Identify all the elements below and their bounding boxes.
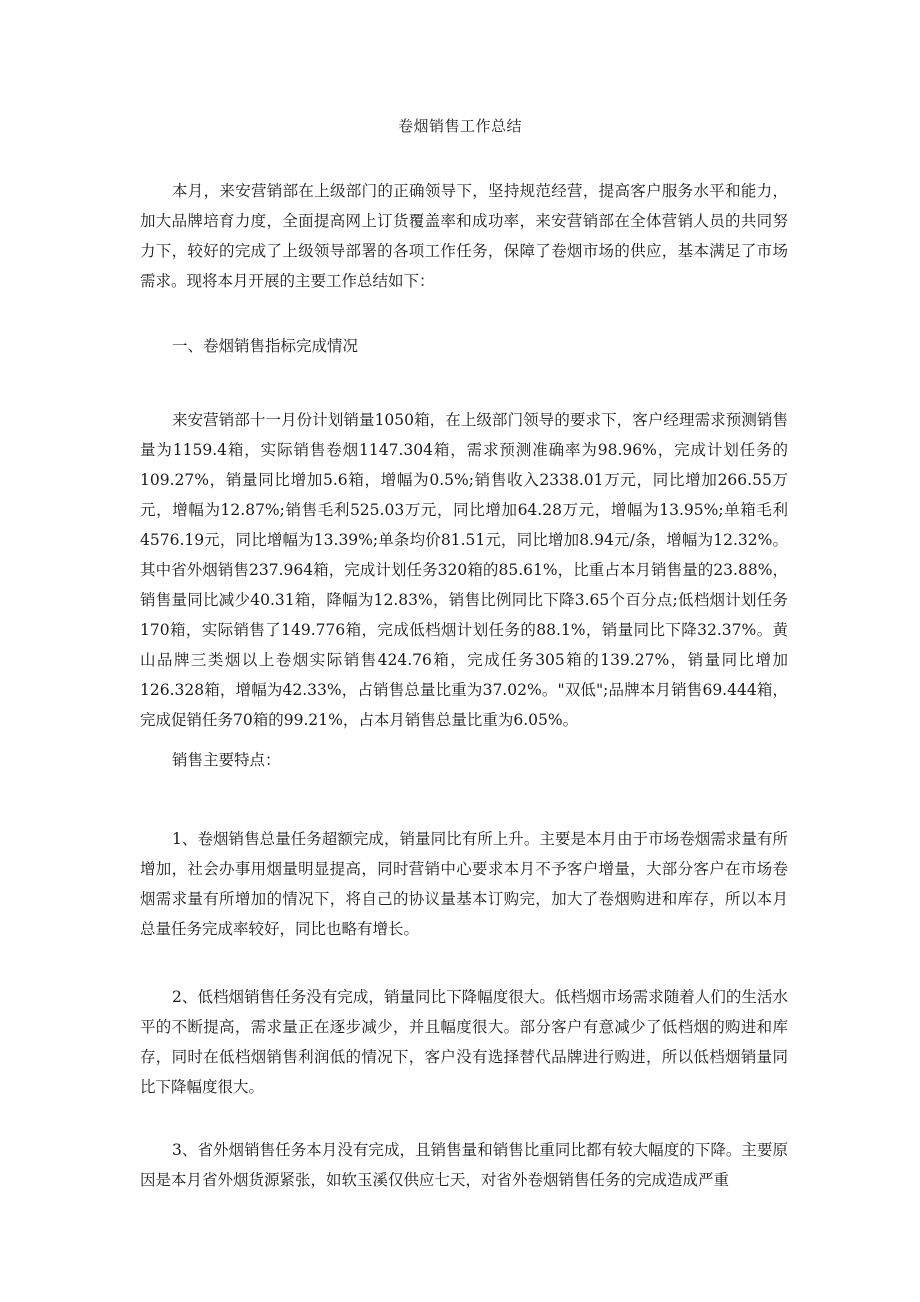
document-title: 卷烟销售工作总结 (397, 117, 522, 135)
sales-indicators-paragraph: 来安营销部十一月份计划销量1050箱，在上级部门领导的要求下，客户经理需求预测销售量为1159.4箱，实际销售卷烟1147.304箱，需求预测准确率为98.96%，完成计划任务的109.27%，销量同比增加5.6箱，增幅为0.5%;销售收入2338.01万元，同比增加266.55万元，增幅为12.87%;销售毛利525.03万元，同比增加64.28万元，增幅为13.95%;单箱毛利4576.19元，同比增幅为13.39%;单条均价81.51元，同比增加8.94元/条，增幅为12.32%。其中省外烟销售237.964箱，完成计划任务320箱的85.61%，比重占本月销售量的23.88%，销售量同比减少40.31箱，降幅为12.83%，销售比例同比下降3.65个百分点;低档烟计划任务170箱，实际销售了149.776箱，完成低档烟计划任务的88.1%，销量同比下降32.37%。黄山品牌三类烟以上卷烟实际销售424.76箱，完成任务305箱的139.27%，销量同比增加126.328箱，增幅为42.33%，占销售总量比重为37.02%。"双低";品牌本月销售69.444箱，完成促销任务70箱的99.21%，占本月销售总量比重为6.05%。 (140, 411, 788, 729)
feature-item-3: 3、省外烟销售任务本月没有完成，且销售量和销售比重同比都有较大幅度的下降。主要原因是本月省外烟货源紧张，如软玉溪仅供应七天，对省外卷烟销售任务的完成造成严重 (140, 1141, 788, 1189)
feature-item-2: 2、低档烟销售任务没有完成，销量同比下降幅度很大。低档烟市场需求随着人们的生活水平的不断提高，需求量正在逐步减少，并且幅度很大。部分客户有意减少了低档烟的购进和库存，同时在低档烟销售利润低的情况下，客户没有选择替代品牌进行购进，所以低档烟销量同比下降幅度很大。 (140, 988, 788, 1096)
section-heading-sales-features: 销售主要特点： (172, 751, 281, 769)
feature-item-1: 1、卷烟销售总量任务超额完成，销量同比有所上升。主要是本月由于市场卷烟需求量有所增加，社会办事用烟量明显提高，同时营销中心要求本月不予客户增量，大部分客户在市场卷烟需求量有所增加的情况下，将自己的协议量基本订购完，加大了卷烟购进和库存，所以本月总量任务完成率较好，同比也略有增长。 (140, 830, 788, 938)
intro-paragraph: 本月，来安营销部在上级部门的正确领导下，坚持规范经营，提高客户服务水平和能力，加大品牌培育力度，全面提高网上订货覆盖率和成功率，来安营销部在全体营销人员的共同努力下，较好的完成了上级领导部署的各项工作任务，保障了卷烟市场的供应，基本满足了市场需求。现将本月开展的主要工作总结如下： (140, 182, 788, 290)
section-heading-sales-indicators: 一、卷烟销售指标完成情况 (172, 337, 359, 355)
